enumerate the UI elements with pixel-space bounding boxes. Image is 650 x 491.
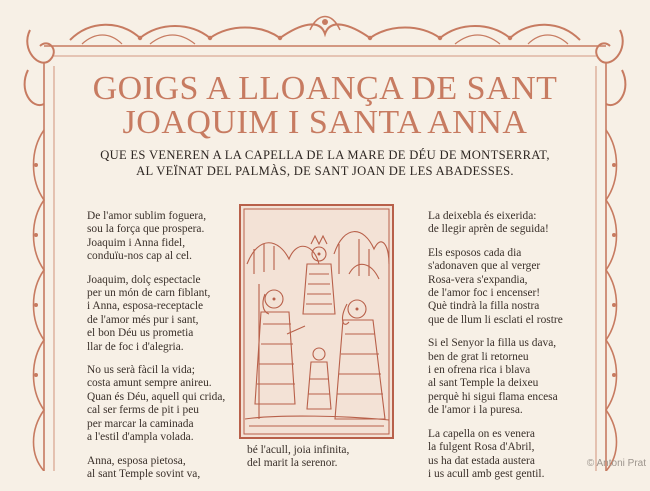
verse-line: la fulgent Rosa d'Abril,	[428, 441, 535, 454]
verse-line: Anna, esposa pietosa,	[87, 454, 186, 467]
verse-line: al sant Temple sovint va,	[87, 467, 201, 480]
verse-line: el bon Déu us prometia	[87, 327, 194, 340]
verse-line: ben de grat li retorneu	[428, 350, 529, 363]
verse-line: Quan és Déu, aquell qui crida,	[87, 390, 226, 403]
verse-line: a l'estil d'ampla volada.	[87, 431, 194, 444]
title-line-2: JOAQUIM I SANTA ANNA	[122, 104, 528, 141]
subtitle	[60, 147, 590, 179]
verse-stanza	[428, 337, 598, 417]
verse-line: Els esposos cada dia	[428, 246, 522, 259]
left-verse-column	[87, 210, 237, 491]
verse-line: De l'amor sublim foguera,	[87, 210, 207, 222]
right-verse-column	[428, 210, 598, 491]
verse-line: s'adonaven que al verger	[428, 260, 541, 273]
middle-verse-column	[247, 444, 407, 471]
verse-line: i Anna, esposa-receptacle	[87, 300, 204, 313]
verse-line: perquè hi sigui flama encesa	[428, 390, 558, 403]
verse-line: bé l'acull, joia infinita,	[247, 444, 350, 456]
verse-line: La capella on es venera	[428, 427, 535, 440]
verse-line: sou la força que prospera.	[87, 223, 205, 236]
verse-line: per marcar la caminada	[87, 417, 194, 430]
verse-line: Si el Senyor la filla us dava,	[428, 337, 557, 350]
verse-line: costa amunt sempre anireu.	[87, 377, 212, 390]
verse-line: de l'amor més pur i sant,	[87, 313, 199, 326]
verse-line: Rosa-vera s'expandia,	[428, 273, 528, 286]
verse-line: us ha dat estada austera	[428, 454, 535, 467]
verse-line: de l'amor foc i encenser!	[428, 287, 541, 300]
verse-line: Joaquim i Anna fidel,	[87, 236, 186, 249]
verse-line: llar de foc i d'alegria.	[87, 340, 184, 353]
verse-stanza	[87, 455, 237, 482]
verse-line: de llegir aprèn de seguida!	[428, 223, 549, 236]
subtitle-line-2: AL VEÏNAT DEL PALMÀS, DE SANT JOAN DE LES ABADESSES.	[136, 164, 514, 178]
woodcut-illustration	[239, 204, 394, 439]
verse-line: que de llum li esclati el rostre	[428, 313, 563, 326]
page-title	[60, 72, 590, 140]
verse-line: Joaquim, dolç espectacle	[87, 273, 201, 286]
verse-line: i us acull amb gest gentil.	[428, 467, 545, 480]
verse-line: conduïu-nos cap al cel.	[87, 250, 193, 263]
verse-stanza	[87, 210, 237, 264]
copyright-watermark: © Antoni Prat	[586, 458, 646, 469]
verse-stanza	[87, 274, 237, 354]
verse-line: No us serà fàcil la vida;	[87, 364, 195, 377]
verse-stanza	[428, 210, 598, 237]
verse-stanza	[87, 364, 237, 444]
title-line-1: GOIGS A LLOANÇA DE SANT	[92, 70, 558, 107]
verse-line: de l'amor i la puresa.	[428, 404, 523, 417]
verse-stanza	[428, 247, 598, 327]
verse-stanza	[428, 428, 598, 482]
verse-line: cal ser ferms de pit i peu	[87, 404, 199, 417]
verse-line: al sant Temple la deixeu	[428, 377, 539, 390]
verse-line: La deixebla és eixerida:	[428, 210, 537, 222]
verse-line: Què tindrà la filla nostra	[428, 300, 540, 313]
verse-line: i en ofrena rica i blava	[428, 364, 531, 377]
subtitle-line-1: QUE ES VENEREN A LA CAPELLA DE LA MARE DE DÉU DE MONTSERRAT,	[100, 148, 550, 162]
verse-line: per un món de carn fiblant,	[87, 287, 211, 300]
verse-line: del marit la serenor.	[247, 457, 338, 470]
